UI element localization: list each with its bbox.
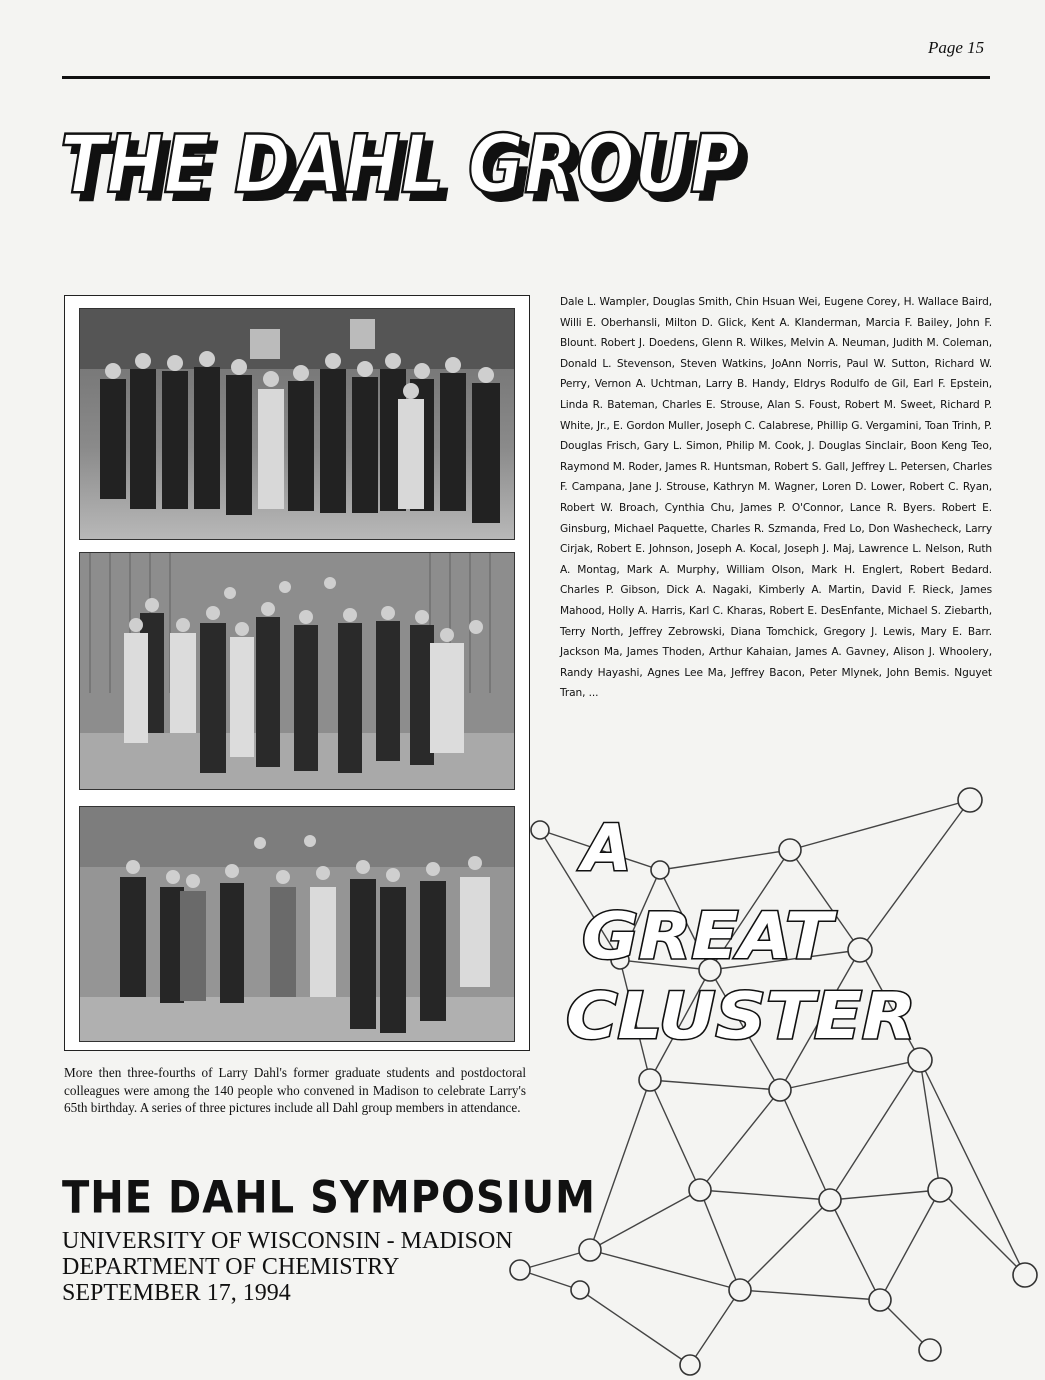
group-photo-1 bbox=[79, 308, 515, 540]
page-number: Page 15 bbox=[928, 38, 985, 57]
banner-title-shadow: THE DAHL GROUP bbox=[68, 126, 748, 219]
photo-caption: More then three-fourths of Larry Dahl's former graduate students and postdoctoral colleagues were among the 140 people who convened in Madison to celebrate Larry's 65th birthday. A series of three pictures include all Dahl group members in attendance. bbox=[64, 1065, 526, 1115]
symposium-date: SEPTEMBER 17, 1994 bbox=[62, 1280, 291, 1306]
photo-panel bbox=[64, 295, 530, 1051]
cluster-graphic bbox=[500, 770, 1045, 1380]
cluster-word-a: A bbox=[582, 812, 632, 886]
symposium-title: THE DAHL SYMPOSIUM bbox=[62, 1172, 596, 1224]
group-photo-3 bbox=[79, 806, 515, 1042]
banner-title bbox=[60, 120, 760, 220]
symposium-university: UNIVERSITY OF WISCONSIN - MADISON bbox=[62, 1228, 513, 1254]
cluster-word-great: GREAT bbox=[582, 900, 837, 974]
cluster-word-cluster: CLUSTER bbox=[566, 980, 916, 1054]
attendee-names: Dale L. Wampler, Douglas Smith, Chin Hsuan Wei, Eugene Corey, H. Wallace Baird, Willi E. Oberhansli, Milton D. Glick, Kent A. Klanderman, Marcia F. Bailey, John F. Blount. Robert J. Doedens, Glenn R. Wilkes, Melvin A. Neuman, Judith M. Coleman, Donald L. Stevenson, Steven Watkins, JoAnn Norris, Paul W. Sutton, Richard W. Perry, Vernon A. Uchtman, Larry B. Handy, Eldrys Rodulfo de Gil, Earl F. Epstein, Linda R. Bateman, Charles E. Strouse, Alan S. Foust, Robert M. Sweet, Richard P. White, Jr., E. Gordon Muller, Joseph C. Calabrese, Phillip G. Vergamini, Toan Trinh, P. Douglas Frisch, Gary L. Simon, Philip M. Cook, J. Douglas Sinclair, Boon Keng Teo, Raymond M. Roder, James R. Huntsman, Robert S. Gall, Jeffrey L. Petersen, Charles F. Campana, Jane J. Strouse, Kathryn M. Wagner, Loren D. Lower, Robert C. Ryan, Robert W. Broach, Cynthia Chu, James P. O'Connor, Lance R. Byers. Robert E. Ginsburg, Michael Paquette, Charles R. Szmanda, Fred Lo, Don Washecheck, Larry Cirjak, Robert E. Johnson, Joseph A. Kocal, Joseph J. Maj, Lawrence L. Nelson, Ruth A. Montag, Mark A. Murphy, William Olson, Mark H. Englert, Robert Bedard. Charles P. Gibson, Dick A. Nagaki, Kimberly A. Martin, David F. Rieck, James Mahood, Holly A. Harris, Karl C. Kharas, Robert E. DesEnfante, Michael S. Ziebarth, Terry North, Jeffrey Zebrowski, Diana Tomchick, Gregory J. Lewis, Mary E. Barr. Jackson Ma, James Thoden, Arthur Kahaian, James A. Gavney, Alison J. Whoolery, Randy Hayashi, Agnes Lee Ma, Jeffrey Bacon, Peter Mlynek, John Bemis. Nguyet Tran, ... bbox=[560, 296, 992, 700]
header-rule bbox=[62, 76, 990, 79]
group-photo-2 bbox=[79, 552, 515, 790]
banner-title-face: THE DAHL GROUP bbox=[60, 120, 740, 211]
symposium-department: DEPARTMENT OF CHEMISTRY bbox=[62, 1254, 400, 1280]
